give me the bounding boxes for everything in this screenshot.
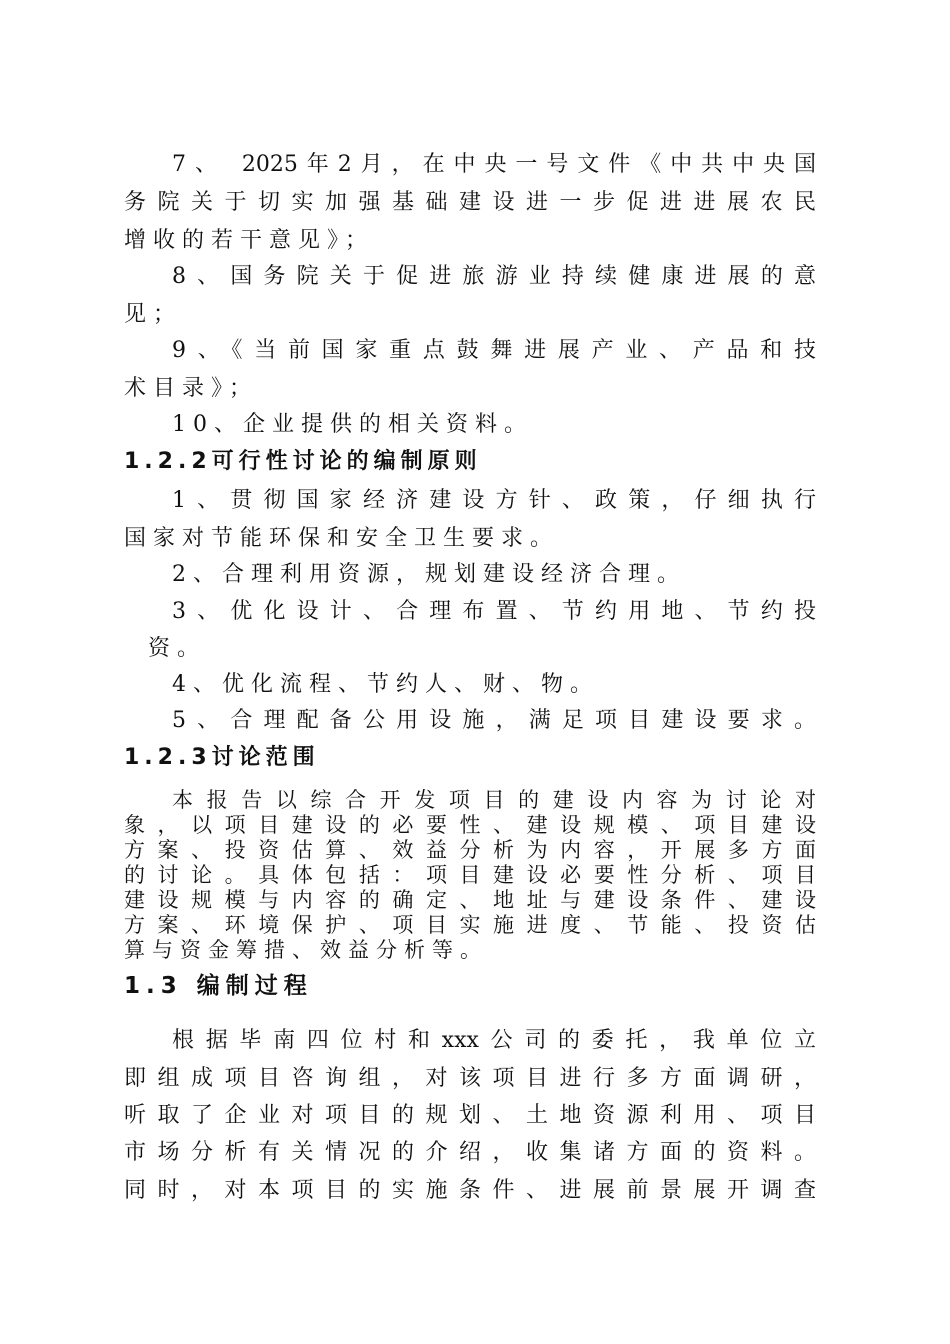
process-line-1: 根据毕南四位村和xxx公司的委托，我单位立 — [172, 1028, 816, 1053]
basis-item-9-line-1: 9、《当前国家重点鼓舞进展产业、产品和技 — [172, 338, 816, 363]
scope-line-4: 的讨论。具体包括：项目建设必要性分析、项目 — [124, 863, 816, 887]
basis-item-8-line-2: 见； — [124, 302, 183, 327]
basis-item-7-line-2: 务院关于切实加强基础建设进一步促进进展农民 — [124, 190, 816, 215]
section-heading-scope: 1.2.3讨论范围 — [124, 745, 320, 770]
process-line-5: 同时，对本项目的实施条件、进展前景展开调查 — [124, 1178, 816, 1203]
basis-item-9-line-2: 术目录》； — [124, 376, 259, 401]
principle-item-1-line-1: 1、贯彻国家经济建设方针、政策，仔细执行 — [172, 488, 816, 513]
scope-line-6: 方案、环境保护、项目实施进度、节能、投资估 — [124, 913, 816, 937]
principle-item-2-line-1: 2、合理利用资源，规划建设经济合理。 — [172, 562, 686, 587]
section-heading-principles: 1.2.2可行性讨论的编制原则 — [124, 449, 482, 474]
scope-line-1: 本报告以综合开发项目的建设内容为讨论对 — [172, 788, 816, 812]
process-line-3: 听取了企业对项目的规划、土地资源利用、项目 — [124, 1103, 816, 1128]
principle-item-4-line-1: 4、优化流程、节约人、财、物。 — [172, 672, 599, 697]
principle-item-3-line-1: 3、优化设计、合理布置、节约用地、节约投 — [172, 599, 816, 624]
scope-line-7: 算与资金筹措、效益分析等。 — [124, 938, 488, 962]
process-line-2: 即组成项目咨询组，对该项目进行多方面调研， — [124, 1066, 816, 1091]
principle-item-5-line-1: 5、合理配备公用设施，满足项目建设要求。 — [172, 708, 816, 733]
basis-item-7-line-3: 增收的若干意见》； — [124, 228, 375, 253]
principle-item-3-line-2: 资。 — [148, 636, 207, 661]
scope-line-3: 方案、投资估算、效益分析为内容，开展多方面 — [124, 838, 816, 862]
scope-line-5: 建设规模与内容的确定、地址与建设条件、建设 — [124, 888, 816, 912]
scope-line-2: 象，以项目建设的必要性、建设规模、项目建设 — [124, 813, 816, 837]
section-heading-process: 1.3 编制过程 — [124, 973, 313, 999]
basis-item-10-line-1: 10、企业提供的相关资料。 — [172, 412, 533, 437]
basis-item-8-line-1: 8、国务院关于促进旅游业持续健康进展的意 — [172, 264, 816, 289]
principle-item-1-line-2: 国家对节能环保和安全卫生要求。 — [124, 526, 560, 551]
process-line-4: 市场分析有关情况的介绍，收集诸方面的资料。 — [124, 1140, 816, 1165]
basis-item-7-line-1: 7、 2025年2月，在中央一号文件《中共中央国 — [172, 152, 816, 177]
